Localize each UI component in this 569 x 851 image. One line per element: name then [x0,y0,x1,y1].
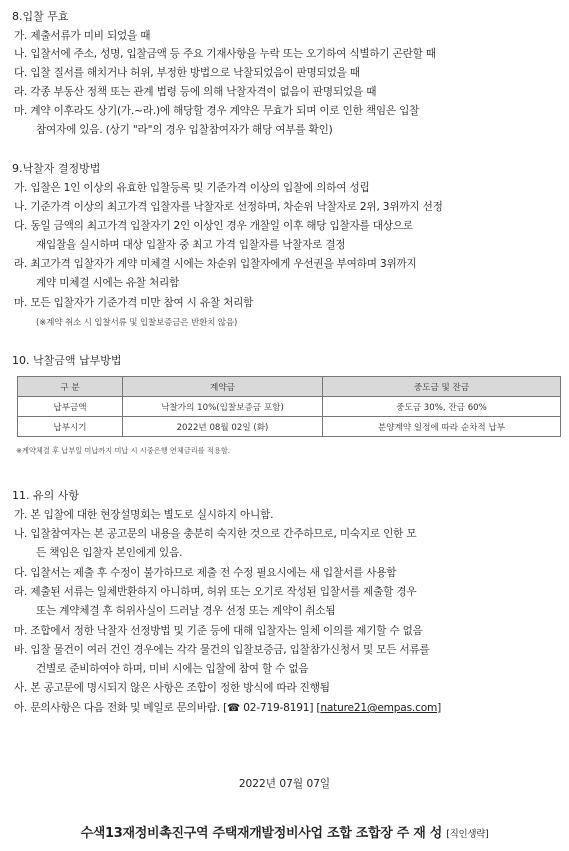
table-footnote: ※계약체결 후 납부일 미납까지 미납 시 시중은행 연체금리를 적용함. [16,446,231,455]
list-item: 가. 입찰은 1인 이상의 유효한 입찰등록 및 기준가격 이상의 입찰에 의하여 성립 [14,182,370,194]
section-10-title: 10. 낙찰금액 납부방법 [12,354,122,367]
contact-line [14,700,441,715]
list-item: 나. 기준가격 이상의 최고가격 입찰자를 낙찰자로 선정하며, 차순위 낙찰자로 2위, 3위까지 선정 [14,201,443,213]
list-item: 다. 동일 금액의 최고가격 입찰자기 2인 이상인 경우 개찰일 이후 해당 입찰자를 대상으로 [14,220,413,232]
list-item: 사. 본 공고문에 명시되지 않은 사항은 조합이 정한 방식에 따라 진행됨 [14,682,330,694]
section-11-title: 11. 유의 사항 [12,489,79,502]
table-cell: 중도금 30%, 잔금 60% [323,397,561,417]
table-header: 계약금 [123,377,323,397]
list-item-continued: 참여자에 있음. (상기 "라"의 경우 입찰참여자가 해당 여부를 확인) [36,124,333,136]
list-item-continued: 건별로 준비하여야 하며, 미비 시에는 입찰에 참여 할 수 없음 [36,663,309,675]
list-item: 다. 입찰서는 제출 후 수정이 불가하므로 제출 전 수정 필요시에는 새 입찰서를 사용함 [14,567,397,579]
table-cell: 납부시기 [18,417,123,437]
list-item: 마. 조합에서 정한 낙찰자 선정방법 및 기준 등에 대해 입찰자는 일체 이의를 제기할 수 없음 [14,625,423,637]
table-row [18,397,561,417]
list-item-continued: 계약 미체결 시에는 유찰 처리함 [36,277,180,289]
phone-number: 02-719-8191] [ [240,702,321,714]
list-item: 라. 각종 부동산 정책 또는 관계 법령 등에 의해 낙찰자격이 없음이 판명되었을 때 [14,86,377,98]
contact-prefix: 아. 문의사항은 다음 전화 및 메일로 문의바람. [ [14,702,228,714]
list-item-continued: 재입찰을 실시하며 대상 입찰자 중 최고 가격 입찰자를 낙찰자로 결정 [36,239,346,251]
table-row [18,417,561,437]
list-item: 나. 입찰참여자는 본 공고문의 내용을 충분히 숙지한 것으로 간주하므로, 미숙지로 인한 모 [14,528,417,540]
table-cell: 납부금액 [18,397,123,417]
section-9-note: (※계약 취소 시 입찰서류 및 입찰보증금은 반환치 않음) [36,318,238,328]
list-item: 마. 계약 이후라도 상기(가.~라.)에 해당할 경우 계약은 무효가 되며 이로 인한 책임은 입찰 [14,105,420,117]
table-header: 구 분 [18,377,123,397]
phone-icon: ☎ [227,702,241,714]
table-header-row [18,377,561,397]
payment-table [17,376,561,437]
list-item: 다. 입찰 질서를 해치거나 허위, 부정한 방법으로 낙찰되었음이 판명되었을 때 [14,67,360,79]
table-cell: 2022년 08월 02일 (화) [123,417,323,437]
list-item: 나. 입찰서에 주소, 성명, 입찰금액 등 주요 기재사항을 누락 또는 오기하여 식별하기 곤란할 때 [14,48,436,60]
list-item: 가. 제출서류가 미비 되었을 때 [14,30,151,42]
list-item: 바. 입찰 물건이 여러 건인 경우에는 각각 물건의 입찰보증금, 입찰참가신청서 및 모든 서류를 [14,644,430,656]
list-item-continued: 또는 계약체결 후 허위사실이 드러날 경우 선정 또는 계약이 취소됨 [36,605,336,617]
section-9-title: 9.낙찰자 결정방법 [12,162,101,175]
table-cell: 분양계약 일정에 따라 순차적 납부 [323,417,561,437]
signature-line [0,822,569,841]
list-item: 라. 최고가격 입찰자가 계약 미체결 시에는 차순위 입찰자에게 우선권을 부여하며 3위까지 [14,258,417,270]
section-8-title: 8.입찰 무효 [12,10,69,23]
table-cell: 낙찰가의 10%(입찰보증금 포함) [123,397,323,417]
signature-text: 수색13재정비촉진구역 주택재개발정비사업 조합 조합장 주 재 성 [80,826,442,841]
email-link[interactable]: nature21@empas.com [320,702,438,714]
document-date: 2022년 07월 07일 [238,778,331,790]
list-item: 라. 제출된 서류는 일체반환하지 아니하며, 허위 또는 오기로 작성된 입찰서를 제출할 경우 [14,586,417,598]
seal-omitted-note: [직인생략] [446,829,489,840]
list-item: 마. 모든 입찰자가 기준가격 미만 참여 시 유찰 처리함 [14,297,254,309]
contact-suffix: ] [437,702,442,714]
list-item-continued: 든 책임은 입찰자 본인에게 있음. [36,547,183,559]
list-item: 가. 본 입찰에 대한 현장설명회는 별도로 실시하지 아니함. [14,509,274,521]
table-header: 중도금 및 잔금 [323,377,561,397]
